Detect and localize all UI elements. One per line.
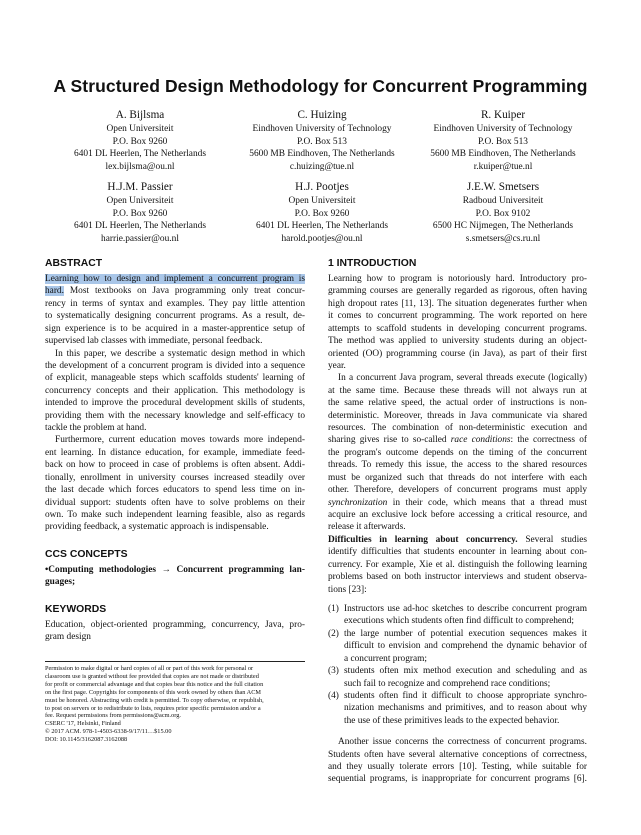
author-card (403, 180, 603, 246)
text-line: other. Therefore, developers of concurrent programs must apply (328, 485, 587, 496)
text-line: the use of these primitives leads to the expected behavior. (344, 715, 560, 726)
text-line: of explicit, manageable steps which scaffolds students' learning of (45, 373, 305, 384)
author-card (403, 108, 603, 174)
text-line: gramming courses are generally regarded as rigorous, often having (328, 286, 587, 297)
author-email[interactable]: c.huizing@tue.nl (289, 162, 355, 173)
text-line: problems based on both instructor interviews and student observa- (328, 572, 587, 583)
text-line: fee. Request permissions from permissions@acm.org. (45, 712, 181, 720)
list-number: (4) (328, 690, 339, 701)
text-line: and they usually tolerate errors [10]. Testing, while suitable for (328, 762, 587, 773)
text-line: it comes to concurrent programming. The work reported on here (328, 311, 587, 322)
text-line: release it afterwards. (328, 522, 406, 533)
text-line: on the first page. Copyrights for components of this work owned by others than ACM (45, 688, 261, 696)
author-postbox: P.O. Box 9260 (112, 208, 168, 219)
text-line: tions [23]: (328, 584, 367, 595)
list-number: (1) (328, 603, 339, 614)
text-line: deterministic. Moreover, threads in Java communicate via shared (328, 410, 587, 421)
list-number: (2) (328, 628, 339, 639)
author-city: 6500 HC Nijmegen, The Netherlands (432, 221, 574, 232)
right-column (328, 257, 587, 786)
text-line: students often find it difficult to choose appropriate synchro- (344, 690, 587, 701)
author-affiliation: Open Universiteit (106, 123, 174, 134)
author-card (40, 108, 240, 174)
text-line: Learning how to program is notoriously hard. Introductory pro- (328, 274, 587, 284)
author-postbox: P.O. Box 513 (477, 136, 528, 147)
text-line: executions which students often find difficult to comprehend; (344, 616, 574, 627)
author-city: 5600 MB Eindhoven, The Netherlands (249, 149, 395, 160)
text-line: In a concurrent Java program, several threads execute (logically) (338, 373, 587, 384)
text-line: resources. The combination of non-deterministic execution and (328, 423, 587, 434)
author-name: A. Bijlsma (115, 109, 165, 121)
text-line: students often mix method execution and scheduling and as (344, 666, 587, 677)
author-affiliation: Radboud Universiteit (462, 195, 544, 206)
author-name: H.J.M. Passier (107, 181, 173, 193)
list-item (328, 665, 587, 690)
author-name: C. Huizing (297, 109, 347, 121)
text-line: such fail to recognize and comprehend race conditions; (344, 678, 551, 689)
permission-lines (45, 665, 305, 744)
list-number: (3) (328, 666, 339, 677)
author-city: 5600 MB Eindhoven, The Netherlands (430, 149, 576, 160)
selected-text[interactable]: hard. (45, 286, 64, 297)
author-city: 6401 DL Heerlen, The Netherlands (74, 149, 206, 160)
list-item (328, 628, 587, 665)
text-line: Another issue concerns the correctness of concurrent programs. (338, 737, 587, 748)
text-line: nization mechanisms and primitives, and to reason about why (344, 703, 587, 714)
intro-para-2 (328, 372, 587, 434)
difficulty-list (328, 603, 587, 727)
author-email[interactable]: harold.pootjes@ou.nl (281, 234, 363, 245)
permission-notice (45, 661, 305, 744)
author-name: J.E.W. Smetsers (466, 181, 540, 193)
text-line: DOI: 10.1145/3162087.3162088 (45, 736, 128, 744)
text-line: acquire an exclusive lock before accessing a critical resource, and (328, 510, 587, 521)
text-line: back on how to proceed in case of problems is often absent. Addi- (45, 460, 305, 471)
keywords-heading: KEYWORDS (45, 603, 107, 615)
text-line: classroom use is granted without fee provided that copies are not made or distributed (45, 672, 259, 680)
intro-para-3 (328, 736, 587, 786)
author-card (40, 180, 240, 246)
author-affiliation: Open Universiteit (288, 195, 356, 206)
left-column (45, 257, 305, 644)
selected-text[interactable]: Learning how to design and implement a concurrent program is (45, 274, 305, 284)
abstract-para-1 (45, 298, 305, 348)
text-line: to post on servers or to redistribute to lists, requires prior specific permission and/or a (45, 704, 261, 712)
text-line: the last decade which forces educators to spend less time on in- (45, 485, 305, 496)
introduction-heading: 1 INTRODUCTION (328, 258, 417, 269)
text-line: for profit or commercial advantage and that copies bear this notice and the full citation (45, 680, 264, 688)
text-line: © 2017 ACM. 978-1-4503-6338-9/17/11…$15.00 (45, 728, 172, 736)
text-line: currency. For example, Xie et al. distinguish the following learning (328, 559, 587, 570)
author-postbox: P.O. Box 9260 (294, 208, 350, 219)
author-email[interactable]: s.smetsers@cs.ru.nl (465, 234, 541, 245)
author-name: H.J. Pootjes (295, 181, 349, 193)
text-line: CSERC '17, Helsinki, Finland (45, 720, 121, 728)
abstract-para-3 (45, 434, 305, 533)
text-line: providing feedback, a systematic approach is indispensable. (45, 522, 269, 533)
author-city: 6401 DL Heerlen, The Netherlands (74, 221, 206, 232)
text-line: dividual support: students often have to solve problems on their (45, 497, 305, 508)
text-line: year. (328, 360, 346, 371)
text-line: threads. To remedy this issue, the access to the shared resources (328, 460, 587, 471)
text-line: the development of a concurrent program is divided into a sequence (45, 360, 305, 371)
text-line: difficult to envision and comprehend the dynamic behavior of (344, 641, 587, 652)
text-line: Furthermore, current education moves towards more independ- (55, 435, 305, 446)
text-line: ent learning. In distance education, for example, immediate feed- (45, 447, 305, 458)
author-name: R. Kuiper (480, 109, 526, 121)
text-line: own. To make such independent learning feasible, also as regards (45, 510, 305, 521)
author-email[interactable]: harrie.passier@ou.nl (101, 234, 179, 245)
text-line: oriented (OO) programming course (in Java), as part of their first (328, 348, 587, 359)
text-line: The method was applied to university students during an object- (328, 336, 587, 347)
ccs-concepts: •Computing methodologies → Concurrent programming lan- guages; (45, 564, 305, 588)
race-conditions-line: sharing gives rise to so-called race conditions: the correctness of (328, 435, 587, 446)
author-email[interactable]: r.kuiper@tue.nl (473, 162, 533, 173)
keywords: Education, object-oriented programming, concurrency, Java, pro- gram design (45, 619, 305, 643)
introduction-text[interactable] (328, 273, 587, 786)
text-line: concurrency concepts and their application. This methodology is (45, 385, 305, 396)
author-postbox: P.O. Box 9102 (475, 208, 531, 219)
text-line: In this paper, we describe a systematic design method in which (55, 348, 305, 359)
text-line: must be honored. Abstracting with credit is permitted. To copy otherwise, or republish, (45, 696, 264, 704)
text-line: high dropout rates [11, 13]. The situation degenerates further when (328, 298, 587, 309)
text-line: Students often have several alternative conceptions of correctness, (328, 749, 587, 760)
text-line: the large number of potential execution sequences makes it (344, 628, 587, 639)
intro-para-1 (328, 273, 587, 372)
abstract-heading: ABSTRACT (45, 258, 103, 269)
text-line: to systematically designing concurrent programs. As a result, de- (45, 311, 305, 322)
author-postbox: P.O. Box 9260 (112, 136, 168, 147)
text-line: tionally, enrollment in university courses increased steadily over (45, 472, 305, 483)
author-affiliation: Eindhoven University of Technology (252, 123, 392, 134)
author-affiliation: Eindhoven University of Technology (433, 123, 573, 134)
author-city: 6401 DL Heerlen, The Netherlands (256, 221, 388, 232)
synchronization-line: synchronization in their code, which means that a thread must (328, 497, 587, 508)
author-postbox: P.O. Box 513 (296, 136, 347, 147)
text-line: providing them with the necessary knowledge and self-efficacy to (45, 410, 305, 421)
text-line: must be organized such that threads do not interfere with each (328, 472, 587, 483)
text-line: intended to improve the procedural development skills of students, (45, 398, 305, 409)
ccs-heading: CCS CONCEPTS (45, 548, 128, 560)
text-line: Instructors use ad-hoc sketches to describe concurrent program (344, 603, 587, 614)
author-affiliation: Open Universiteit (106, 195, 174, 206)
text-line: identify difficulties that students encounter in learning about con- (328, 547, 587, 558)
text-line: supervised lab classes with immediate, personal feedback. (45, 336, 263, 347)
author-email[interactable]: lex.bijlsma@ou.nl (105, 162, 175, 173)
text-line: a concurrent program; (344, 653, 428, 664)
text-line: the same relative speed, the actual order of instructions is non- (328, 398, 587, 409)
abstract-text[interactable]: Learning how to design and implement a concurrent program is hard. Most textbooks on Java programming only treat concur- rency in terms of syntax and examples. They pay little attention to systematically designing concurrent programs. As a result, de- sign experience is to be acquired in a master-apprentice setup of supervised lab classes with immediate, personal feedback. In this paper, we describe a systematic design method in which the development of a concurrent program is divided into a sequence of explicit, manageable steps which scaffolds students' learning of concurrency concepts and their application. This methodology is intended to improve the procedural development skills of students, providing them with the necessary knowledge and self-efficacy to tackle the problem at hand. Furthermore, current education moves towards more independ- ent learning. In distance education, for example, immediate feed- back on how to proceed in case of problems is often absent. Addi- tionally, enrollment in university courses increased steadily over the last decade which forces educators to spend less time on in- dividual support: students often have to solve problems on their own. To make such independent learning feasible, also as regards providing feedback, a systematic approach is indispensable. (45, 274, 305, 533)
difficulties-paragraph: Difficulties in learning about concurrency. Several studies (328, 534, 587, 545)
abstract-para-2 (45, 348, 305, 435)
text-line: sequential programs, is inappropriate for concurrent programs [6]. (328, 774, 587, 785)
text-line: at the same time. Because these threads will not always run at (328, 385, 587, 396)
text-line: rency in terms of syntax and examples. They pay little attention (45, 298, 305, 309)
text-line: attempts to scaffold students in developing concurrent programs. (328, 323, 587, 334)
author-card (222, 180, 422, 246)
text-line: the program's outcome depends on the timing of the concurrent (328, 447, 587, 458)
text-line: sign experience is to be acquired in a master-apprentice setup of (45, 323, 305, 334)
author-card (222, 108, 422, 174)
paper-title: A Structured Design Methodology for Concurrent Programming (53, 76, 588, 96)
list-item (328, 603, 587, 628)
list-item (328, 690, 587, 727)
text-line: tackle the problem at hand. (45, 423, 147, 434)
text-line: Permission to make digital or hard copies of all or part of this work for personal or (45, 665, 254, 672)
